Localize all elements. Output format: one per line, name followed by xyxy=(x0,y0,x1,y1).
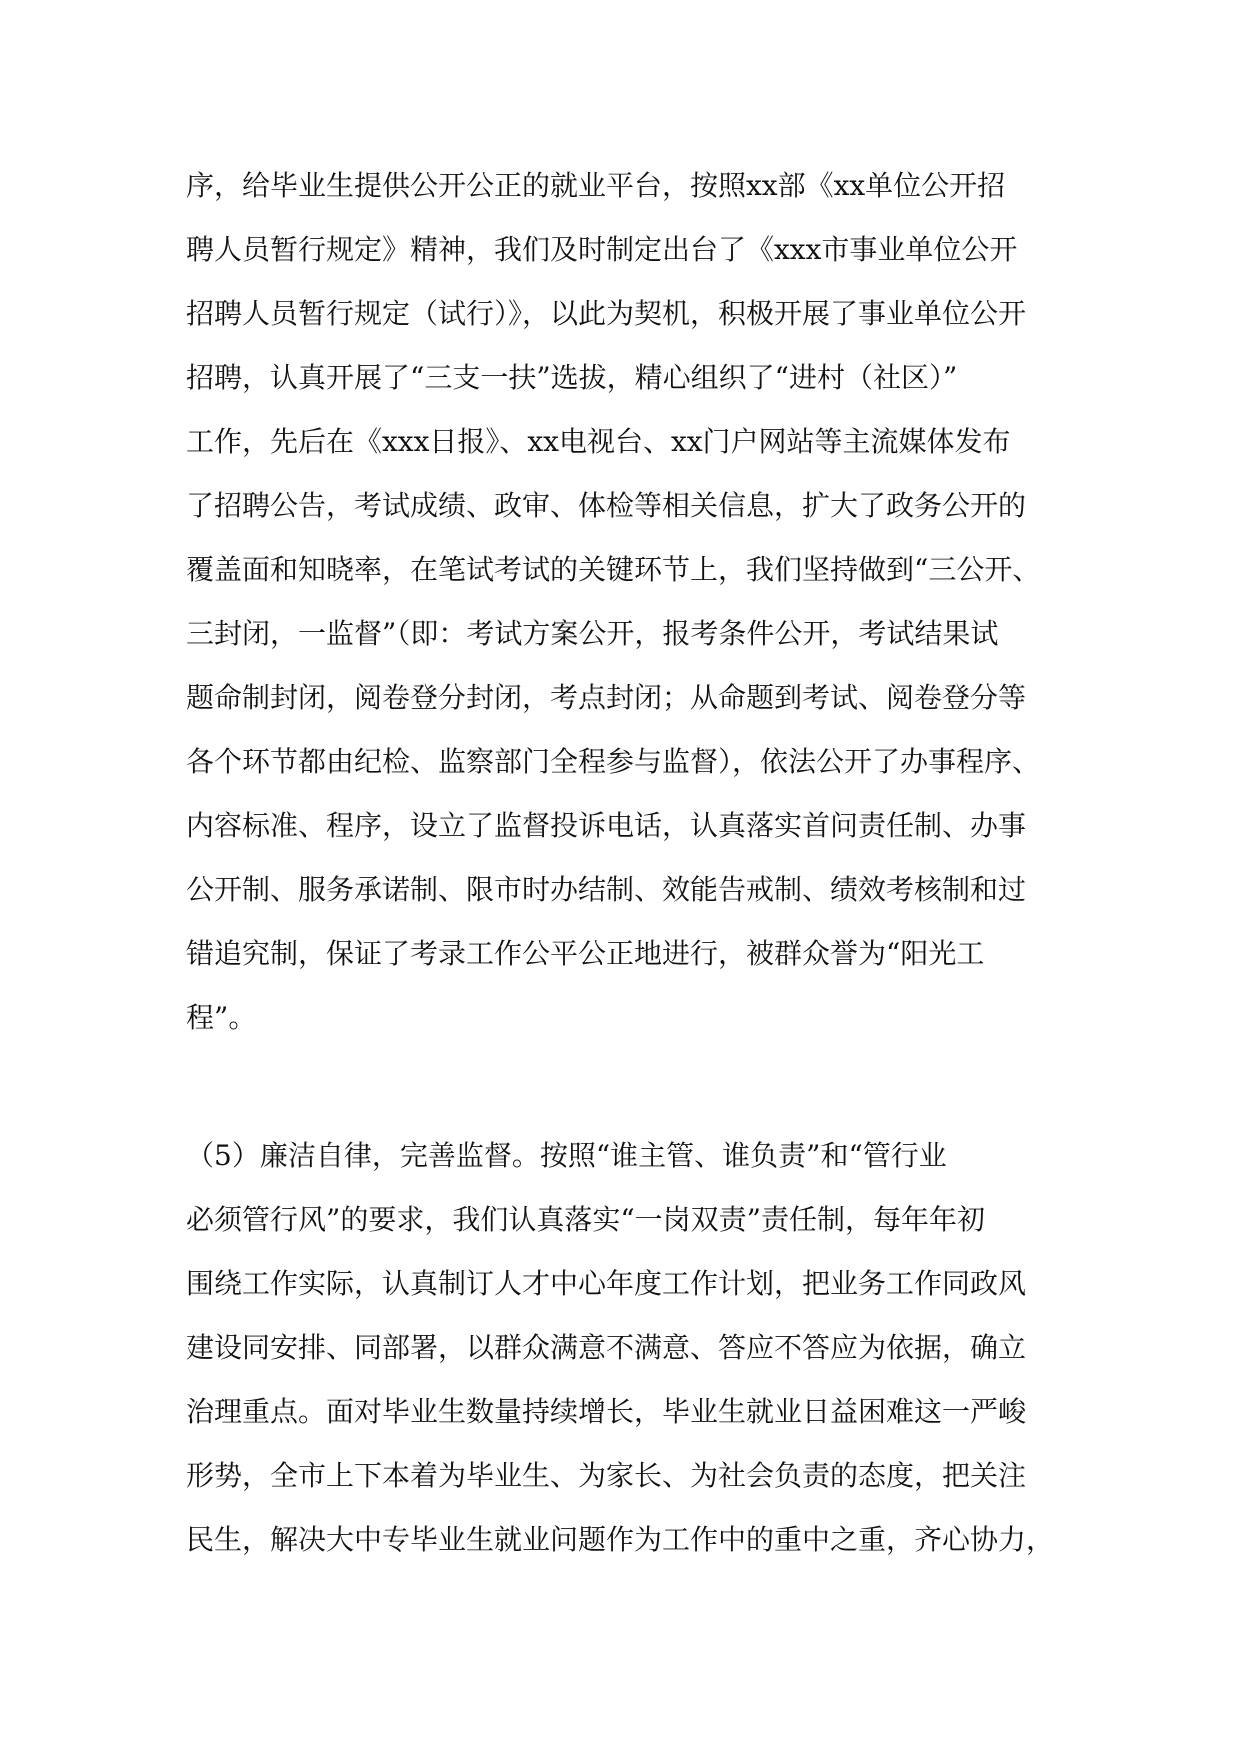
text-line: 建设同安排、同部署，以群众满意不满意、答应不答应为依据，确立 xyxy=(186,1331,1027,1364)
text-line: 招聘，认真开展了“三支一扶”选拔，精心组织了“进村（社区）” xyxy=(186,361,958,394)
text-line: 题命制封闭，阅卷登分封闭，考点封闭；从命题到考试、阅卷登分等 xyxy=(186,681,1027,714)
text-line: 公开制、服务承诺制、限市时办结制、效能告戒制、绩效考核制和过 xyxy=(186,873,1027,906)
text-line: 内容标准、程序，设立了监督投诉电话，认真落实首问责任制、办事 xyxy=(186,809,1027,842)
text-line: 聘人员暂行规定》精神，我们及时制定出台了《xxx市事业单位公开 xyxy=(186,233,1018,266)
text-line: 形势，全市上下本着为毕业生、为家长、为社会负责的态度，把关注 xyxy=(186,1459,1027,1492)
text-line: 了招聘公告，考试成绩、政审、体检等相关信息，扩大了政务公开的 xyxy=(186,489,1027,522)
text-line: 序，给毕业生提供公开公正的就业平台，按照xx部《xx单位公开招 xyxy=(186,169,1006,202)
text-line: 三封闭，一监督”（即：考试方案公开，报考条件公开，考试结果试 xyxy=(186,617,999,650)
text-line: （5）廉洁自律，完善监督。按照“谁主管、谁负责”和“管行业 xyxy=(186,1139,947,1172)
text-line: 程”。 xyxy=(186,1001,257,1034)
paragraph-recruitment-openness xyxy=(186,154,1056,1050)
text-line: 民生，解决大中专毕业生就业问题作为工作中的重中之重，齐心协力， xyxy=(186,1523,1055,1556)
text-line: 错追究制，保证了考录工作公平公正地进行，被群众誉为“阳光工 xyxy=(186,937,985,970)
text-line: 各个环节都由纪检、监察部门全程参与监督），依法公开了办事程序、 xyxy=(186,745,1041,778)
text-line: 治理重点。面对毕业生数量持续增长，毕业生就业日益困难这一严峻 xyxy=(186,1395,1027,1428)
text-line: 工作，先后在《xxx日报》、xx电视台、xx门户网站等主流媒体发布 xyxy=(186,425,1011,458)
text-line: 围绕工作实际，认真制订人才中心年度工作计划，把业务工作同政风 xyxy=(186,1267,1027,1300)
text-line: 招聘人员暂行规定（试行）》，以此为契机，积极开展了事业单位公开 xyxy=(186,297,1027,330)
text-line: 覆盖面和知晓率，在笔试考试的关键环节上，我们坚持做到“三公开、 xyxy=(186,553,1041,586)
paragraph-integrity-supervision xyxy=(186,1124,1056,1572)
text-line: 必须管行风”的要求，我们认真落实“一岗双责”责任制，每年年初 xyxy=(186,1203,985,1236)
